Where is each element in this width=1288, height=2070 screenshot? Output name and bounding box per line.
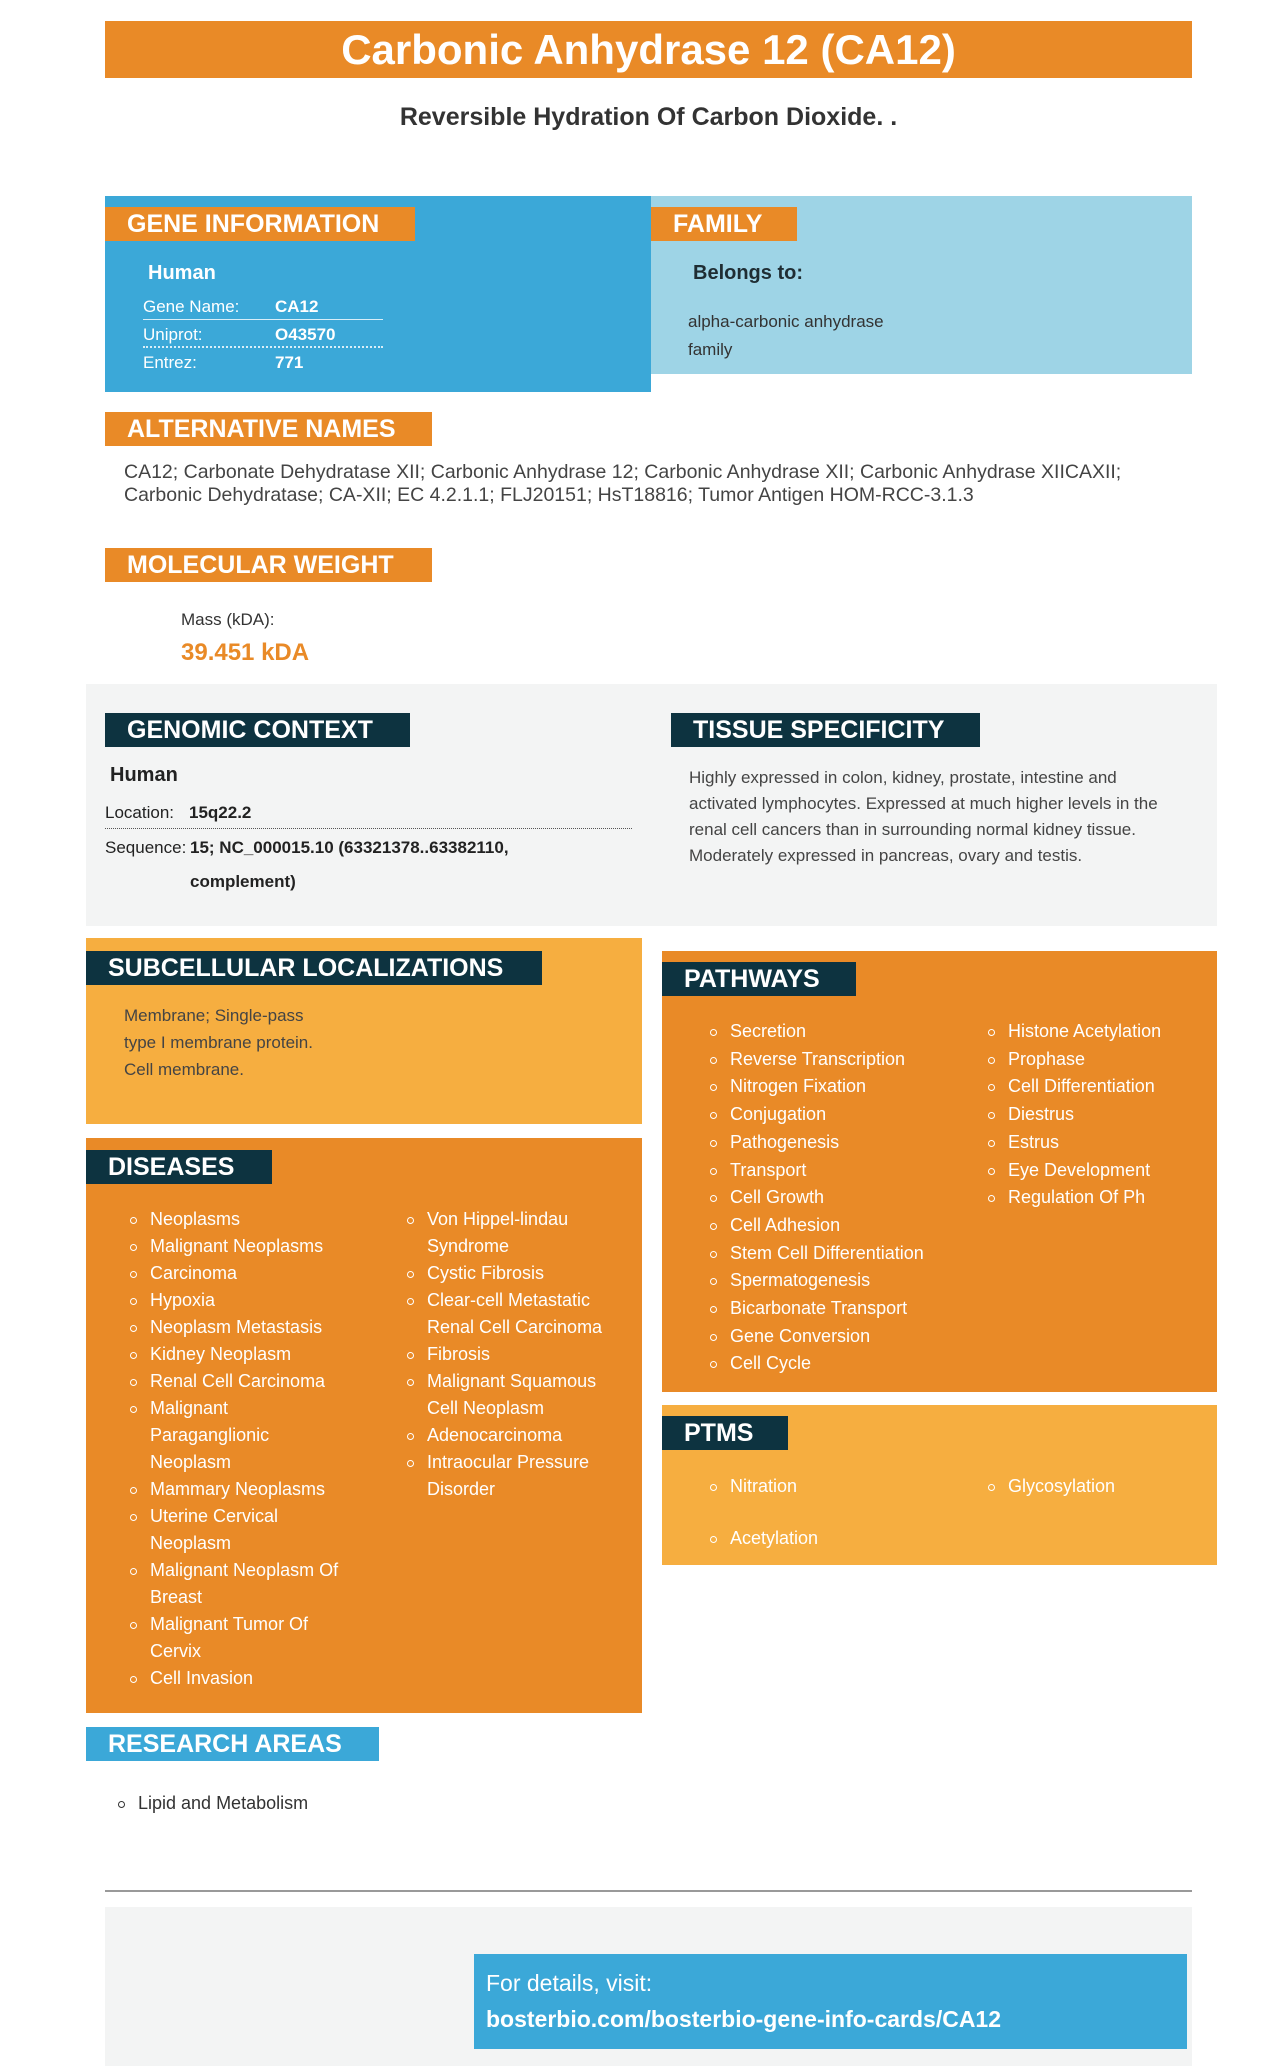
disease-item: Renal Cell Carcinoma bbox=[126, 1368, 376, 1395]
gene-info-panel bbox=[105, 196, 651, 392]
page-title: Carbonic Anhydrase 12 (CA12) bbox=[105, 21, 1192, 78]
genomic-header: GENOMIC CONTEXT bbox=[105, 713, 410, 747]
subcellular-header: SUBCELLULAR LOCALIZATIONS bbox=[86, 951, 542, 985]
location-label: Location: bbox=[105, 803, 174, 822]
diseases-header: DISEASES bbox=[86, 1150, 272, 1184]
ptm-item: Nitration bbox=[706, 1473, 966, 1500]
tissue-header: TISSUE SPECIFICITY bbox=[671, 713, 980, 747]
ptms-list bbox=[706, 1473, 966, 1500]
disease-item: Uterine Cervical Neoplasm bbox=[126, 1503, 376, 1557]
disease-item: Malignant Tumor Of Cervix bbox=[126, 1611, 376, 1665]
pathway-item: Cell Cycle bbox=[706, 1350, 976, 1378]
pathway-item: Conjugation bbox=[706, 1101, 976, 1129]
page-subtitle: Reversible Hydration Of Carbon Dioxide. . bbox=[399, 103, 898, 131]
details-link[interactable]: bosterbio.com/bosterbio-gene-info-cards/CA12 bbox=[486, 2006, 1002, 2032]
subcellular-panel bbox=[86, 938, 642, 1124]
sequence-label: Sequence: bbox=[105, 838, 187, 857]
disease-item: Fibrosis bbox=[403, 1341, 633, 1368]
ptm-item: Glycosylation bbox=[984, 1473, 1209, 1500]
location-value: 15q22.2 bbox=[189, 803, 252, 822]
family-belongs-label: Belongs to: bbox=[693, 262, 803, 284]
research-header: RESEARCH AREAS bbox=[86, 1727, 379, 1761]
tissue-text bbox=[689, 765, 1199, 869]
sequence-value: complement) bbox=[190, 872, 296, 891]
research-list bbox=[114, 1790, 514, 1817]
mass-label: Mass (kDA): bbox=[181, 610, 275, 629]
disease-item: Malignant Neoplasm Of Breast bbox=[126, 1557, 376, 1611]
diseases-list bbox=[403, 1206, 633, 1503]
pathway-item: Cell Adhesion bbox=[706, 1212, 976, 1240]
alt-names-header: ALTERNATIVE NAMES bbox=[105, 412, 432, 446]
pathways-panel bbox=[662, 951, 1217, 1392]
pathway-item: Histone Acetylation bbox=[984, 1018, 1209, 1046]
disease-item: Cell Invasion bbox=[126, 1665, 376, 1692]
pathways-list bbox=[706, 1018, 976, 1378]
mass-value: 39.451 kDA bbox=[181, 639, 310, 666]
ptms-header: PTMS bbox=[662, 1416, 788, 1450]
pathway-item: Nitrogen Fixation bbox=[706, 1073, 976, 1101]
family-panel bbox=[651, 196, 1192, 374]
disease-item: Neoplasm Metastasis bbox=[126, 1314, 376, 1341]
family-header: FAMILY bbox=[651, 207, 797, 241]
footer-band bbox=[105, 1907, 1192, 2066]
gene-info-row: Gene Name: CA12 bbox=[143, 293, 383, 320]
disease-item: Neoplasms bbox=[126, 1206, 376, 1233]
disease-item: Adenocarcinoma bbox=[403, 1422, 633, 1449]
pathway-item: Cell Differentiation bbox=[984, 1073, 1209, 1101]
pathway-item: Estrus bbox=[984, 1129, 1209, 1157]
disease-item: Clear-cell Metastatic Renal Cell Carcinoma bbox=[403, 1287, 633, 1341]
subcellular-text: Membrane; Single-pass type I membrane protein. Cell membrane. bbox=[124, 1006, 313, 1079]
diseases-panel bbox=[86, 1138, 642, 1713]
pathway-item: Pathogenesis bbox=[706, 1129, 976, 1157]
disease-item: Hypoxia bbox=[126, 1287, 376, 1314]
genomic-location-row bbox=[105, 796, 632, 829]
gene-info-row: Entrez: 771 bbox=[143, 353, 304, 372]
diseases-list bbox=[126, 1206, 376, 1692]
disease-item: Von Hippel-lindau Syndrome bbox=[403, 1206, 633, 1260]
disease-item: Intraocular Pressure Disorder bbox=[403, 1449, 633, 1503]
pathway-item: Prophase bbox=[984, 1046, 1209, 1074]
pathway-item: Cell Growth bbox=[706, 1184, 976, 1212]
details-label: For details, visit: bbox=[486, 1970, 653, 1996]
pathway-item: Bicarbonate Transport bbox=[706, 1295, 976, 1323]
alt-names-text: CA12; Carbonate Dehydratase XII; Carbonic Anhydrase 12; Carbonic Anhydrase XII; Carbonic Anhydrase XIICAXII; Carbonic Dehydratase; CA-XII; EC 4.2.1.1; FLJ20151; HsT18816; Tumor Antigen HOM-RCC-3.1.3 bbox=[124, 461, 1122, 506]
disease-item: Cystic Fibrosis bbox=[403, 1260, 633, 1287]
tissue-line: renal cell cancers than in surrounding normal kidney tissue. bbox=[689, 820, 1136, 839]
pathways-list bbox=[984, 1018, 1209, 1212]
pathway-item: Reverse Transcription bbox=[706, 1046, 976, 1074]
disease-item: Malignant Paraganglionic Neoplasm bbox=[126, 1395, 376, 1476]
gene-info-species: Human bbox=[148, 262, 216, 284]
ptms-list bbox=[706, 1525, 966, 1552]
ptms-list bbox=[984, 1473, 1209, 1500]
pathway-item: Gene Conversion bbox=[706, 1323, 976, 1351]
tissue-line: activated lymphocytes. Expressed at much higher levels in the bbox=[689, 794, 1158, 813]
pathway-item: Diestrus bbox=[984, 1101, 1209, 1129]
genomic-species: Human bbox=[110, 764, 178, 786]
disease-item: Mammary Neoplasms bbox=[126, 1476, 376, 1503]
pathway-item: Stem Cell Differentiation bbox=[706, 1240, 976, 1268]
genomic-tissue-band bbox=[86, 684, 1217, 926]
gene-info-header: GENE INFORMATION bbox=[105, 207, 415, 241]
pathway-item: Regulation Of Ph bbox=[984, 1184, 1209, 1212]
ptms-panel bbox=[662, 1405, 1217, 1565]
details-box[interactable] bbox=[474, 1954, 1187, 2049]
sequence-value: 15; NC_000015.10 (63321378..63382110, bbox=[190, 838, 509, 857]
disease-item: Kidney Neoplasm bbox=[126, 1341, 376, 1368]
disease-item: Malignant Neoplasms bbox=[126, 1233, 376, 1260]
pathways-header: PATHWAYS bbox=[662, 962, 856, 996]
disease-item: Malignant Squamous Cell Neoplasm bbox=[403, 1368, 633, 1422]
footer-divider bbox=[105, 1890, 1192, 1892]
pathway-item: Eye Development bbox=[984, 1157, 1209, 1185]
tissue-line: Highly expressed in colon, kidney, prostate, intestine and bbox=[689, 768, 1117, 787]
tissue-line: Moderately expressed in pancreas, ovary and testis. bbox=[689, 846, 1083, 865]
mol-weight-header: MOLECULAR WEIGHT bbox=[105, 548, 432, 582]
family-name-line: alpha-carbonic anhydrase bbox=[688, 312, 884, 331]
disease-item: Carcinoma bbox=[126, 1260, 376, 1287]
pathway-item: Secretion bbox=[706, 1018, 976, 1046]
gene-info-row: Uniprot: O43570 bbox=[143, 321, 383, 348]
family-name-line: family bbox=[688, 340, 733, 359]
pathway-item: Transport bbox=[706, 1157, 976, 1185]
ptm-item: Acetylation bbox=[706, 1525, 966, 1552]
research-item: Lipid and Metabolism bbox=[114, 1790, 514, 1817]
pathway-item: Spermatogenesis bbox=[706, 1267, 976, 1295]
